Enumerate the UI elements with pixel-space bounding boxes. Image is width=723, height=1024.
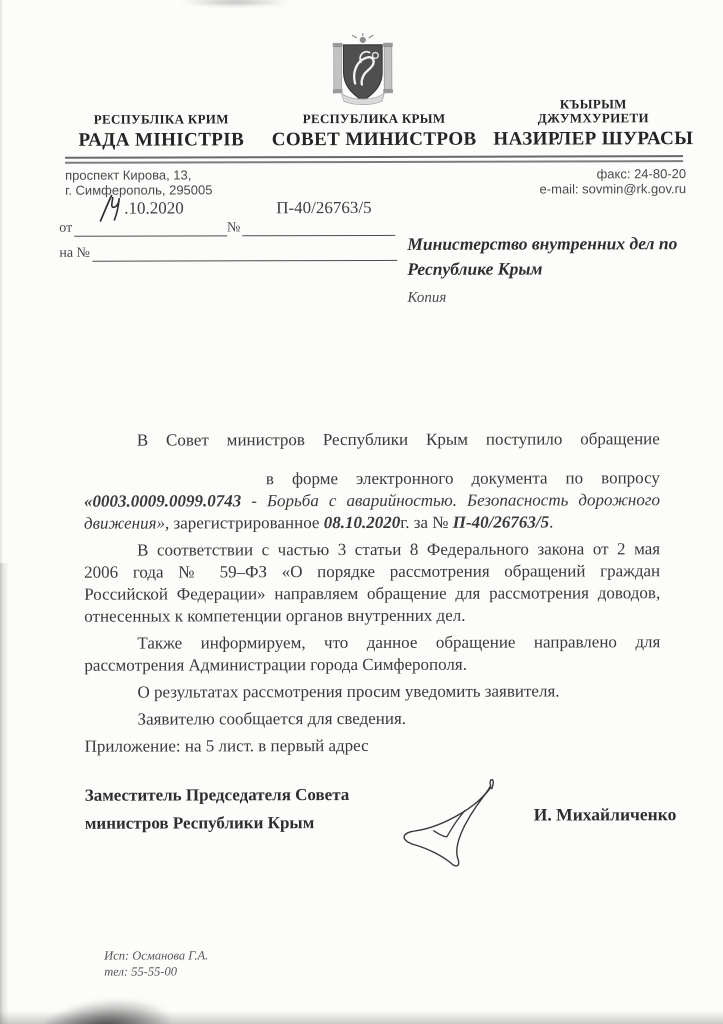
org-tatar-council: НАЗИРЛЕР ШУРАСЫ: [493, 128, 694, 150]
copy-label: Копия: [407, 289, 447, 306]
letterhead-divider: [65, 155, 683, 164]
registered-dot: .: [549, 512, 554, 532]
address-city: г. Симферополь, 295005: [65, 182, 213, 198]
signer-title-line1: Заместитель Председателя Совета: [84, 785, 350, 805]
registered-mid: г. за №: [400, 512, 453, 532]
body-p5: Заявителю сообщается для сведения.: [137, 708, 407, 729]
executor-phone: тел: 55-55-00: [104, 964, 178, 979]
crimea-coat-of-arms-icon: [332, 33, 394, 107]
body-p3-line1: Также информируем, что данное обращение направлено для: [137, 632, 661, 653]
topic-title-end: движения»,: [84, 513, 170, 533]
addressee-block: [407, 231, 709, 282]
scan-smudge-top: [178, 0, 293, 6]
registration-date: 08.10.2020: [323, 512, 401, 533]
executor-name: Исп: Османова Г.А.: [104, 948, 209, 963]
from-blank-line: [74, 220, 227, 236]
body-p1-line2: [84, 467, 660, 491]
from-label: от: [59, 220, 73, 236]
body-p2-line4: отнесенных к компетенции органов внутренних дел.: [84, 605, 466, 626]
org-ukrainian: [51, 112, 272, 151]
number-label: №: [227, 220, 241, 236]
registration-number: П-40/26763/5: [452, 512, 550, 532]
email-address: e-mail: sovmin@rk.gov.ru: [539, 181, 687, 197]
topic-title: - Борьба с аварийностью. Безопасность дорожного: [241, 490, 660, 511]
body-p1-line2-text: в форме электронного документа по вопросу: [265, 468, 660, 489]
scan-edge-left: [0, 0, 2, 1024]
registered-word: зарегистрированное: [169, 513, 324, 533]
number-blank-line: [242, 220, 395, 236]
letter-body: [84, 428, 661, 758]
scan-shadow-bottom: [0, 1011, 723, 1024]
body-p1-line4: [84, 511, 660, 535]
redacted-gap: [84, 483, 266, 484]
fax-number: факс: 24-80-20: [596, 166, 687, 182]
org-russian-council: СОВЕТ МИНИСТРОВ: [271, 128, 477, 151]
contact-details: [539, 166, 686, 196]
org-ukrainian-council: РАДА МІНІСТРІВ: [78, 129, 245, 151]
body-p2-line2: 2006 года № 59–ФЗ «О порядке рассмотрения обращений граждан: [84, 561, 661, 582]
org-ukrainian-republic: РЕСПУБЛІКА КРИМ: [93, 111, 229, 127]
executor-block: [104, 947, 208, 979]
org-russian: [272, 112, 477, 151]
typed-date: .10.2020: [124, 198, 184, 218]
on-number-blank-line: [92, 245, 397, 262]
address-street: проспект Кирова, 13,: [65, 167, 192, 183]
on-number-label: на №: [59, 245, 90, 261]
addressee-line2: Республике Крым: [407, 258, 543, 279]
body-p1-line1: В Совет министров Республики Крым поступило обращение: [136, 429, 660, 450]
topic-code: «0003.0009.0099.0743: [83, 491, 242, 511]
org-tatar-republic-line2: ДЖУМХУРИЕТИ: [537, 110, 649, 126]
body-p4: О результатах рассмотрения просим уведомить заявителя.: [137, 681, 560, 702]
body-p2-line3: Российской Федерации» направляем обращение для рассмотрения доводов,: [84, 583, 661, 604]
addressee-line1: Министерство внутренних дел по: [407, 233, 678, 254]
on-number-row: [59, 244, 397, 262]
from-number-row: [59, 219, 395, 237]
attachment-note: Приложение: на 5 лист. в первый адрес: [84, 735, 369, 756]
signer-title-line2: министров Республики Крым: [84, 813, 315, 833]
body-p2-line1: В соответствии с частью 3 статьи 8 Федерального закона от 2 мая: [137, 539, 661, 560]
letterhead-org-names: [51, 97, 700, 151]
org-tatar-republic-line1: КЪЫРЫМ: [559, 96, 627, 112]
body-p1-line3: [84, 489, 660, 513]
body-p3-line2: рассмотрения Администрации города Симферополя.: [84, 654, 467, 675]
signer-title: [85, 781, 350, 838]
outgoing-number: П-40/26763/5: [276, 197, 372, 218]
org-crimean-tatar: [476, 97, 710, 150]
org-russian-republic: РЕСПУБЛИКА КРЫМ: [302, 110, 446, 127]
handwritten-signature-icon: [384, 775, 514, 873]
signer-name: И. Михайличенко: [533, 804, 677, 825]
